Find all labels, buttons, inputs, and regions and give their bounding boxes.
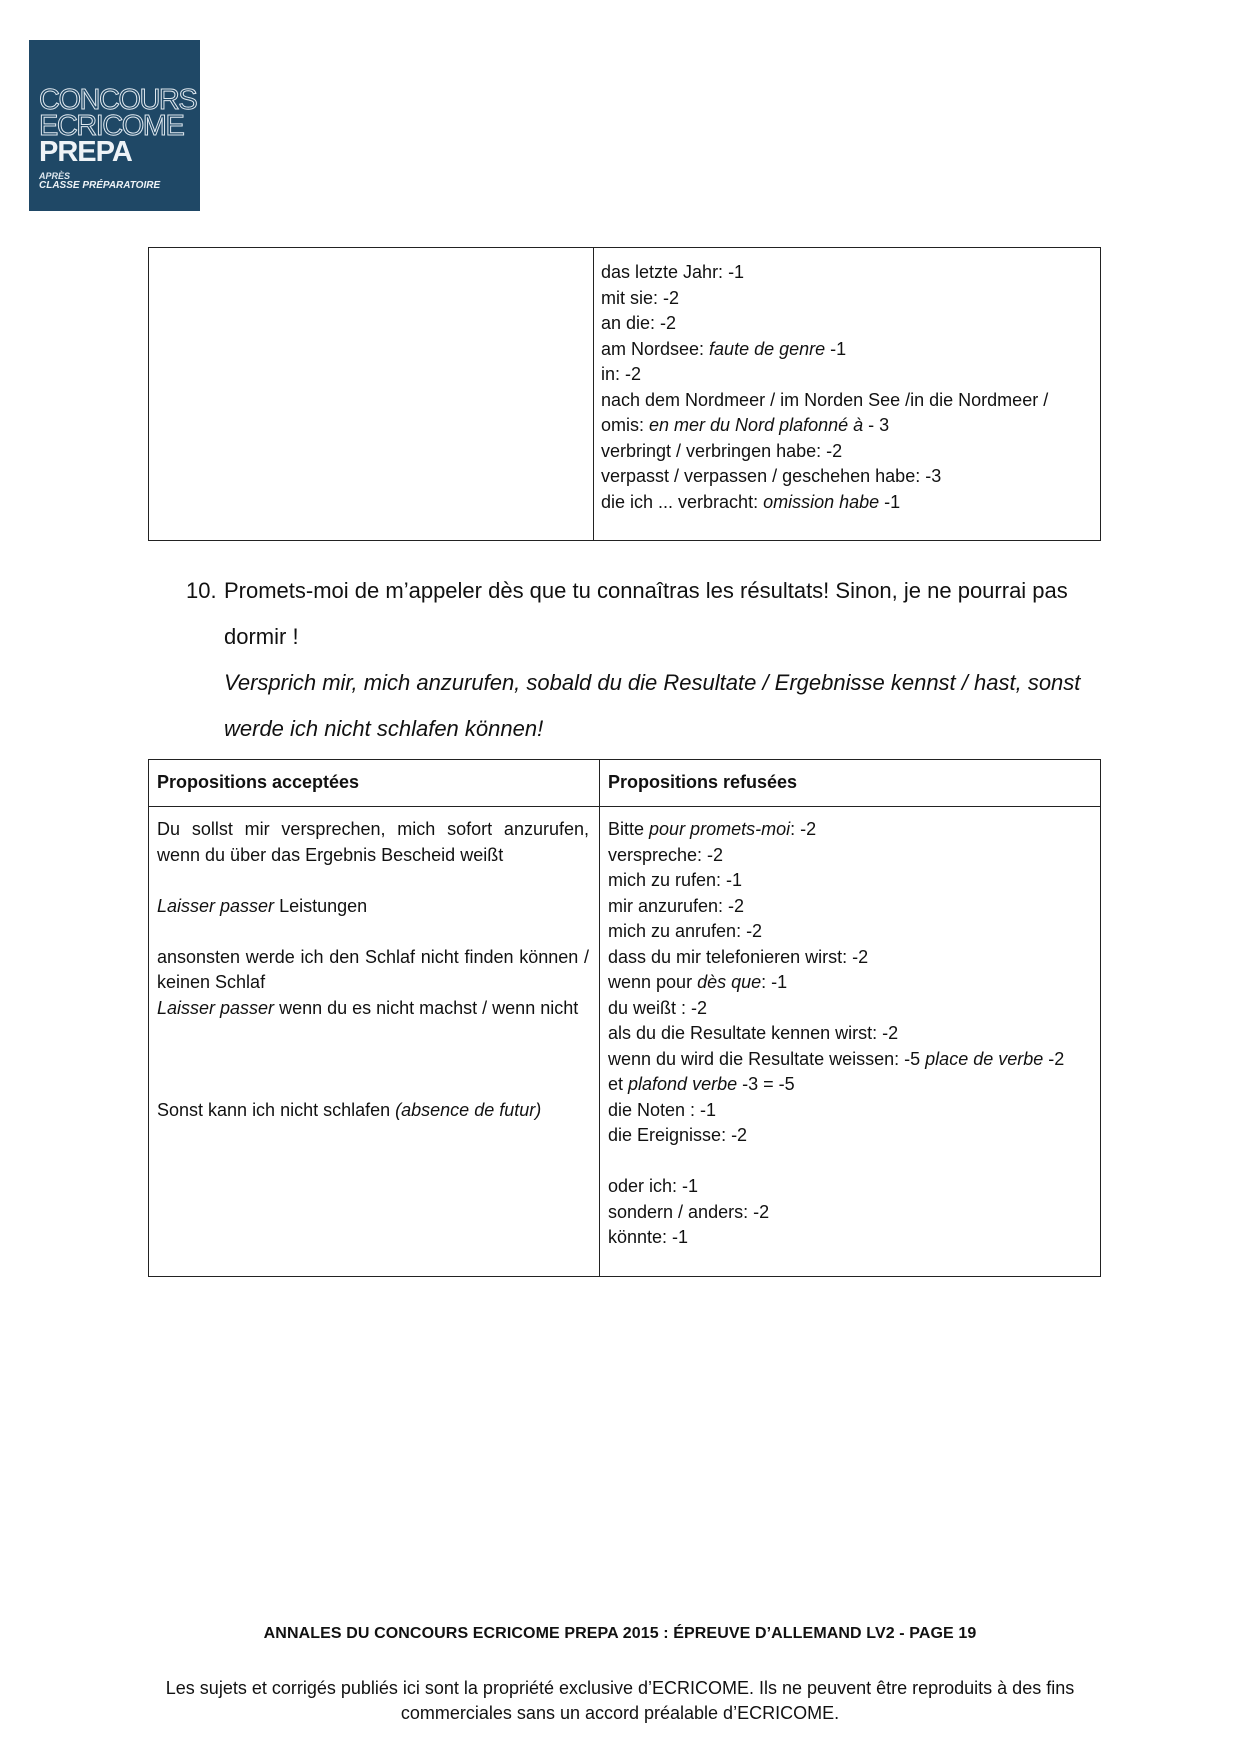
- logo-line-apres: APRÈS: [39, 171, 71, 181]
- refused-item: verspreche: -2: [608, 844, 724, 865]
- refused-item: am Nordsee: faute de genre -1: [601, 338, 847, 359]
- accepted-item: Laisser passer wenn du es nicht machst / wenn nicht: [157, 997, 579, 1018]
- question-german: Versprich mir, mich anzurufen, sobald du die Resultate / Ergebnisse kennst / hast, sonst werde ich nicht schlafen können!: [224, 670, 1081, 741]
- refused-list: [608, 817, 1092, 1251]
- logo-line-ecricome: ECRICOME: [39, 110, 184, 142]
- refused-item: oder ich: -1: [608, 1176, 699, 1196]
- ecricome-logo: [29, 40, 200, 211]
- table-header-row: [149, 760, 1101, 807]
- refused-item: an die: -2: [601, 313, 677, 333]
- refused-item: verpasst / verpassen / geschehen habe: -3: [601, 466, 942, 486]
- refused-item: sondern / anders: -2: [608, 1201, 770, 1222]
- question-number: 10.: [186, 578, 217, 603]
- question-french: Promets-moi de m’appeler dès que tu connaîtras les résultats! Sinon, je ne pourrai pas dormir !: [224, 578, 1068, 649]
- refused-item: du weißt : -2: [608, 997, 708, 1018]
- refused-item: könnte: -1: [608, 1227, 689, 1247]
- refused-item: omis: en mer du Nord plafonné à - 3: [601, 415, 890, 435]
- refused-item: wenn du wird die Resultate weissen: -5 place de verbe -2: [608, 1048, 1065, 1069]
- footer-copyright: Les sujets et corrigés publiés ici sont la propriété exclusive d’ECRICOME. Ils ne peuvent être reproduits à des fins commerciales sans un accord préalable d’ECRICOME.: [165, 1678, 1075, 1723]
- refused-item: wenn pour dès que: -1: [608, 972, 788, 992]
- previous-grading-table: [148, 247, 1101, 541]
- refused-cell: [600, 807, 1101, 1277]
- refused-item: mich zu anrufen: -2: [608, 921, 763, 941]
- header-refused: Propositions refusées: [600, 760, 1101, 807]
- refused-item: in: -2: [601, 364, 642, 384]
- accepted-item: Du sollst mir versprechen, mich sofort anzurufen, wenn du über das Ergebnis Bescheid weißt: [157, 819, 589, 865]
- refused-item: nach dem Nordmeer / im Norden See /in die Nordmeer /: [601, 389, 1049, 410]
- refused-item: mich zu rufen: -1: [608, 870, 743, 890]
- refused-item: [608, 1149, 1092, 1175]
- logo-line-concours: CONCOURS: [39, 84, 197, 116]
- refused-item: et plafond verbe -3 = -5: [608, 1074, 795, 1094]
- refused-item: die Noten : -1: [608, 1099, 717, 1120]
- accepted-cell-empty: [149, 248, 594, 541]
- accepted-item: Laisser passer Leistungen: [157, 895, 368, 916]
- accepted-cell: [149, 807, 600, 1277]
- refused-list: [601, 260, 1096, 515]
- grading-table: [148, 759, 1101, 1277]
- footer-title: ANNALES DU CONCOURS ECRICOME PREPA 2015 : ÉPREUVE D’ALLEMAND LV2 - PAGE 19: [263, 1625, 977, 1642]
- refused-item: verbringt / verbringen habe: -2: [601, 440, 843, 461]
- refused-item: dass du mir telefonieren wirst: -2: [608, 946, 869, 967]
- refused-cell: [594, 248, 1101, 541]
- accepted-item: ansonsten werde ich den Schlaf nicht finden können / keinen Schlaf: [157, 946, 589, 992]
- question-text: [224, 568, 1104, 752]
- table-row: [149, 807, 1101, 1277]
- table-row: [149, 248, 1101, 541]
- refused-item: Bitte pour promets-moi: -2: [608, 819, 817, 839]
- refused-item: die Ereignisse: -2: [608, 1125, 748, 1145]
- accepted-item: Sonst kann ich nicht schlafen (absence de futur): [157, 1099, 542, 1120]
- logo-line-prepa: PREPA: [39, 136, 132, 168]
- refused-item: das letzte Jahr: -1: [601, 262, 745, 282]
- refused-item: mir anzurufen: -2: [608, 895, 745, 916]
- refused-item: als du die Resultate kennen wirst: -2: [608, 1023, 899, 1043]
- refused-item: mit sie: -2: [601, 287, 680, 308]
- refused-item: die ich ... verbracht: omission habe -1: [601, 491, 901, 512]
- header-accepted: Propositions acceptées: [149, 760, 600, 807]
- logo-line-classe: CLASSE PRÉPARATOIRE: [39, 180, 161, 191]
